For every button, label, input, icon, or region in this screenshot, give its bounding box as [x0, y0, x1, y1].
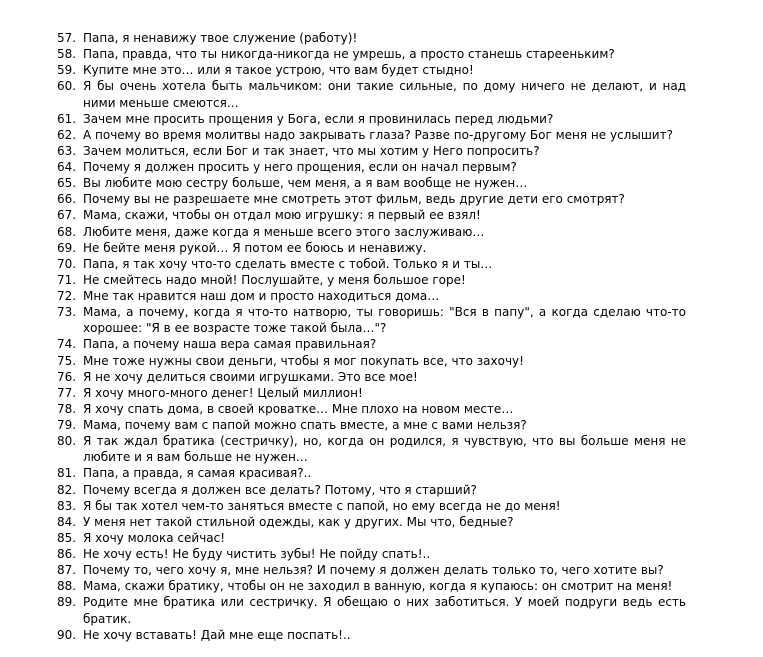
list-item-number: 85.: [57, 530, 77, 545]
list-item-text: Почему я должен просить у него прощения, если он начал первым?: [83, 160, 517, 174]
list-item-number: 80.: [57, 434, 77, 449]
list-item: [0, 143, 763, 159]
list-item-text: Я хочу молока сейчас!: [83, 530, 226, 545]
list-item-number: 81.: [57, 466, 77, 481]
list-item-number: 68.: [57, 224, 77, 239]
list-item: [0, 240, 763, 256]
list-item-text: Мне тоже нужны свои деньги, чтобы я мог покупать все, что захочу!: [83, 353, 524, 368]
list-item: [0, 288, 763, 304]
list-item: [0, 304, 763, 336]
list-item: [0, 111, 763, 127]
list-item: [0, 627, 763, 643]
list-item-number: 58.: [57, 47, 77, 62]
list-item-number: 71.: [57, 272, 77, 287]
list-item: [0, 207, 763, 223]
list-item-number: 78.: [57, 401, 77, 416]
list-item: [0, 594, 763, 626]
list-item-text: Я так ждал братика (сестричку), но, когда он родился, я чувствую, что вы больше меня не любите и я вам больше не нужен…: [83, 434, 686, 465]
list-item: [0, 159, 763, 175]
list-item-number: 60.: [57, 79, 77, 94]
list-item-text: Мне так нравится наш дом и просто находиться дома…: [83, 289, 440, 303]
list-item-text: Любите меня, даже когда я меньше всего этого заслуживаю…: [83, 224, 485, 239]
list-item-number: 90.: [57, 627, 77, 642]
list-item-text: Не хочу вставать! Дай мне еще поспать!..: [83, 627, 351, 642]
list-item-number: 77.: [57, 385, 77, 400]
list-item: [0, 353, 763, 369]
list-item: [0, 224, 763, 240]
list-item-number: 67.: [57, 208, 77, 223]
list-item-text: Папа, а правда, я самая красивая?..: [83, 466, 312, 481]
list-item-text: Папа, правда, что ты никогда-никогда не умрешь, а просто станешь старееньким?: [83, 47, 615, 62]
list-item: [0, 256, 763, 272]
list-item-number: 70.: [57, 256, 77, 271]
list-item-number: 73.: [57, 305, 77, 320]
list-item-number: 61.: [57, 111, 77, 126]
list-item-text: Почему вы не разрешаете мне смотреть этот фильм, ведь другие дети его смотрят?: [83, 192, 625, 207]
list-item: [0, 272, 763, 288]
list-item: [0, 336, 763, 352]
list-item-text: У меня нет такой стильной одежды, как у других. Мы что, бедные?: [83, 514, 514, 529]
list-item: [0, 562, 763, 578]
list-item-number: 87.: [57, 563, 77, 578]
list-item-number: 75.: [57, 353, 77, 368]
list-item-number: 57.: [57, 31, 77, 45]
list-item-text: Не смейтесь надо мной! Послушайте, у меня большое горе!: [83, 272, 466, 287]
list-item: [0, 482, 763, 498]
list-item: [0, 401, 763, 417]
list-item-text: А почему во время молитвы надо закрывать глаза? Разве по-другому Бог меня не услышит?: [83, 127, 673, 142]
list-item: [0, 191, 763, 207]
list-item-text: Я хочу спать дома, в своей кроватке… Мне плохо на новом месте…: [83, 401, 514, 416]
list-item-text: Я хочу много-много денег! Целый миллион!: [83, 385, 363, 400]
list-item-text: Вы любите мою сестру больше, чем меня, а я вам вообще не нужен…: [83, 176, 528, 191]
list-item: [0, 417, 763, 433]
list-item: [0, 578, 763, 594]
list-item-number: 66.: [57, 192, 77, 207]
list-item: [0, 62, 763, 78]
list-item-number: 74.: [57, 337, 77, 352]
list-item: [0, 385, 763, 401]
list-item-text: Я бы так хотел чем-то заняться вместе с папой, но ему всегда не до меня!: [83, 498, 561, 513]
list-item-text: Почему всегда я должен все делать? Потому, что я старший?: [83, 482, 477, 497]
list-item: [0, 465, 763, 481]
list-item-number: 69.: [57, 240, 77, 255]
list-item-text: Почему то, чего хочу я, мне нельзя? И почему я должен делать только то, чего хотите вы?: [83, 563, 664, 578]
list-item: [0, 514, 763, 530]
list-item: [0, 78, 763, 110]
list-item-number: 84.: [57, 514, 77, 529]
list-item-number: 64.: [57, 160, 77, 174]
list-item-number: 76.: [57, 369, 77, 384]
list-item-number: 88.: [57, 579, 77, 594]
list-item-number: 89.: [57, 595, 77, 610]
list-item-text: Папа, я так хочу что-то сделать вместе с тобой. Только я и ты…: [83, 256, 493, 271]
list-item-text: Не бейте меня рукой… Я потом ее боюсь и ненавижу.: [83, 240, 427, 255]
list-item-text: Мама, скажи, чтобы он отдал мою игрушку: я первый ее взял!: [83, 208, 481, 223]
list-item-text: Папа, а почему наша вера самая правильная?: [83, 337, 377, 352]
numbered-list: [0, 30, 763, 643]
list-item: [0, 369, 763, 385]
list-item-number: 65.: [57, 176, 77, 191]
list-item-number: 82.: [57, 482, 77, 497]
list-item-text: Мама, а почему, когда я что-то натворю, ты говоришь: "Вся в папу", а когда сделаю что-то хорошее: "Я в ее возрасте тоже такой была…"?: [83, 305, 686, 336]
list-item-text: Зачем молиться, если Бог и так знает, что мы хотим у Него попросить?: [83, 143, 540, 158]
list-item: [0, 46, 763, 62]
list-item: [0, 433, 763, 465]
list-item-text: Я бы очень хотела быть мальчиком: они такие сильные, по дому ничего не делают, и над ними меньше смеются…: [83, 79, 686, 110]
list-item-text: Родите мне братика или сестричку. Я обещаю о них заботиться. У моей подруги ведь есть братик.: [83, 595, 686, 626]
list-item-number: 62.: [57, 127, 77, 142]
list-item-text: Мама, скажи братику, чтобы он не заходил в ванную, когда я купаюсь: он смотрит на меня!: [83, 579, 673, 594]
list-item-number: 63.: [57, 143, 77, 158]
list-item-text: Купите мне это… или я такое устрою, что вам будет стыдно!: [83, 63, 474, 78]
list-item-text: Не хочу есть! Не буду чистить зубы! Не пойду спать!..: [83, 547, 431, 561]
list-item-number: 83.: [57, 498, 77, 513]
list-item: [0, 30, 763, 46]
list-item: [0, 530, 763, 546]
list-item-text: Мама, почему вам с папой можно спать вместе, а мне с вами нельзя?: [83, 418, 527, 432]
list-item-text: Я не хочу делиться своими игрушками. Это все мое!: [83, 369, 418, 384]
list-item: [0, 546, 763, 562]
list-item: [0, 175, 763, 191]
list-item-number: 79.: [57, 418, 77, 432]
list-item-text: Папа, я ненавижу твое служение (работу)!: [83, 31, 358, 45]
list-item-number: 86.: [57, 547, 77, 561]
list-item: [0, 127, 763, 143]
list-item-text: Зачем мне просить прощения у Бога, если я провинилась перед людьми?: [83, 111, 554, 126]
list-item-number: 59.: [57, 63, 77, 78]
list-item: [0, 498, 763, 514]
list-item-number: 72.: [57, 289, 77, 303]
